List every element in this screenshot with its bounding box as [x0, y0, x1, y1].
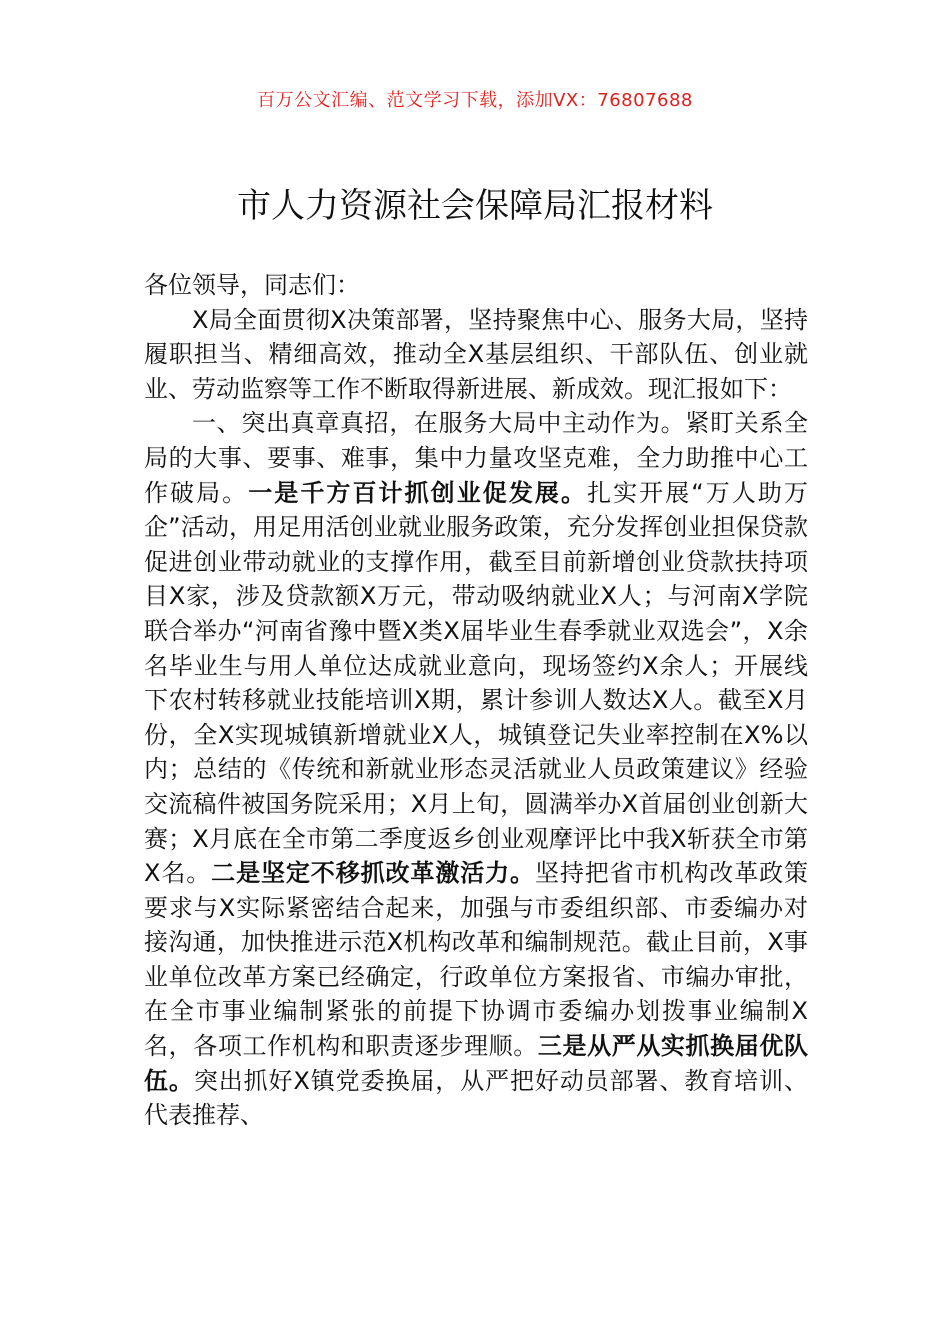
point-3-heading: 三是从严从实抓换届优队伍。	[144, 1032, 809, 1095]
point-2-text: 坚持把省市机构改革政策要求与X实际紧密结合起来，加强与市委组织部、市委编办对接沟通，加快推进示范X机构改革和编制规范。截止目前，X事业单位改革方案已经确定，行政单位方案报省、市编办审批，在全市事业编制紧张的前提下协调市委编办划拨事业编制X名，各项工作机构和职责逐步理顺。	[144, 859, 809, 1061]
intro-paragraph: X局全面贯彻X决策部署，坚持聚焦中心、服务大局，坚持履职担当、精细高效，推动全X基层组织、干部队伍、创业就业、劳动监察等工作不断取得新进展、新成效。现汇报如下：	[144, 305, 808, 403]
document-title: 市人力资源社会保障局汇报材料	[237, 186, 713, 226]
point-3-text: 突出抓好X镇党委换届，从严把好动员部署、教育培训、代表推荐、	[144, 1066, 808, 1130]
document-body	[144, 268, 808, 1133]
point-1-heading: 一是千方百计抓创业促发展。	[248, 478, 588, 507]
point-2-heading: 二是坚定不移抓改革激活力。	[211, 859, 535, 888]
point-1-text: 扎实开展“万人助万企”活动，用足用活创业就业服务政策，充分发挥创业担保贷款促进创业带动就业的支撑作用，截至目前新增创业贷款扶持项目X家，涉及贷款额X万元，带动吸纳就业X人；与河南X学院联合举办“河南省豫中暨X类X届毕业生春季就业双选会”，X余名毕业生与用人单位达成就业意向，现场签约X余人；开展线下农村转移就业技能培训X期，累计参训人数达X人。截至X月份，全X实现城镇新增就业X人，城镇登记失业率控制在X%以内；总结的《传统和新就业形态灵活就业人员政策建议》经验交流稿件被国务院采用；X月上旬，圆满举办X首届创业创新大赛；X月底在全市第二季度返乡创业观摩评比中我X斩获全市第X名。	[144, 478, 808, 888]
section-1-paragraph	[144, 406, 808, 1132]
section-1-lead: 一、突出真章真招，在服务大局中主动作为。紧盯关系全局的大事、要事、难事，集中力量攻坚克难，全力助推中心工作破局。	[144, 409, 808, 507]
header-watermark-note: 百万公文汇编、范文学习下载，添加VX：76807688	[257, 90, 693, 111]
salutation: 各位领导，同志们：	[144, 271, 360, 299]
